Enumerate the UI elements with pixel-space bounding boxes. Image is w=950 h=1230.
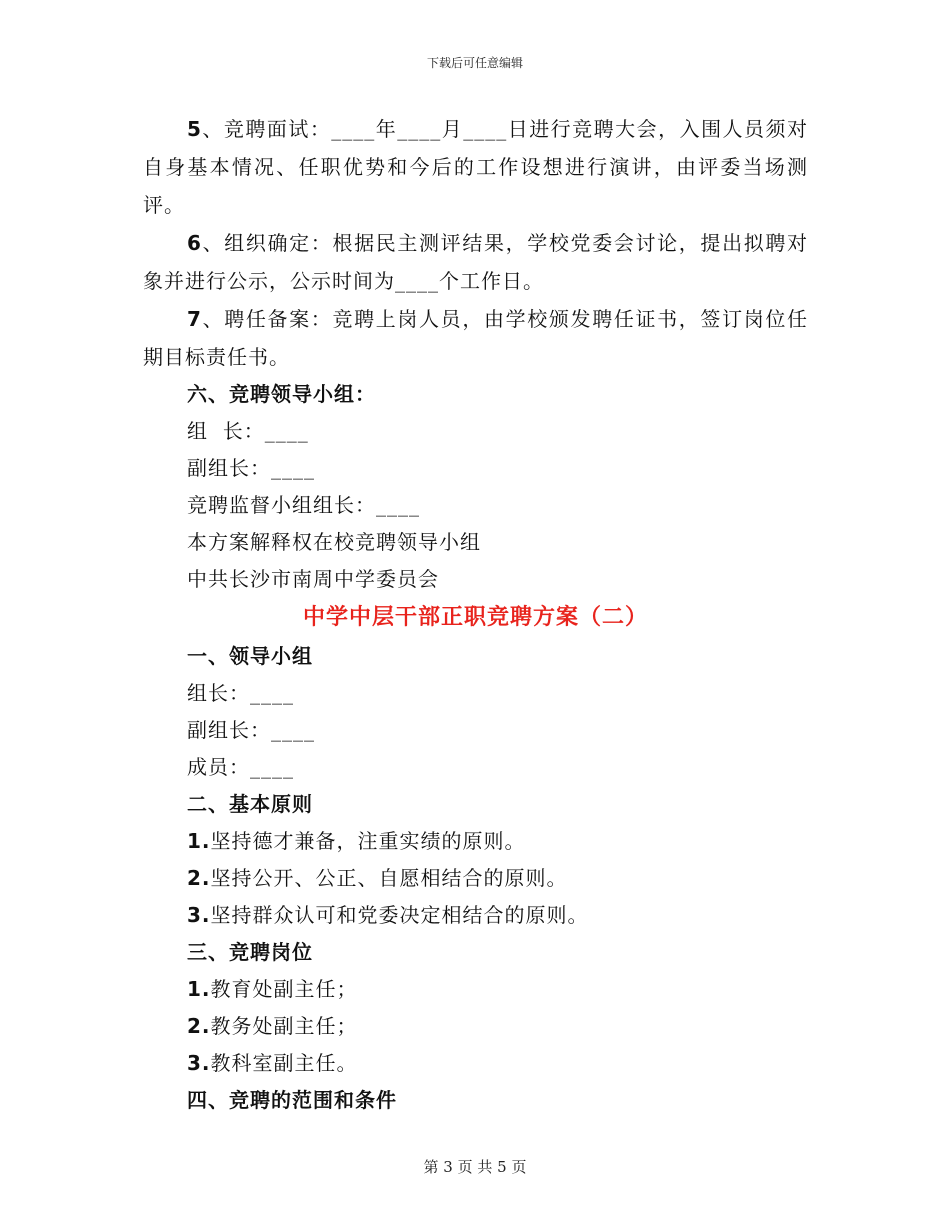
- committee-signature: 中共长沙市南周中学委员会: [187, 567, 439, 591]
- item-number: 5: [187, 117, 202, 141]
- deputy-leader-line: 副组长：____: [187, 456, 315, 480]
- item-text: 、组织确定：根据民主测评结果，学校党委会讨论，提出拟聘对象并进行公示，公示时间为____个工作日。: [143, 231, 808, 293]
- item-number: 7: [187, 307, 202, 331]
- position-item: [143, 971, 808, 1008]
- section-heading-leadership: 一、领导小组: [187, 644, 313, 668]
- item-5-paragraph: [143, 110, 808, 224]
- supervisor-line: 竞聘监督小组组长：____: [187, 493, 420, 517]
- item-text: 、竞聘面试：____年____月____日进行竞聘大会，入围人员须对自身基本情况、任职优势和今后的工作设想进行演讲，由评委当场测评。: [143, 117, 808, 217]
- principle-item: [143, 860, 808, 897]
- position-item: [143, 1045, 808, 1082]
- item-number: 6: [187, 231, 202, 255]
- item-number: 2.: [187, 866, 211, 890]
- leader-line: 组 长：____: [187, 419, 309, 443]
- item-6-paragraph: [143, 224, 808, 300]
- section-heading-scope: 四、竞聘的范围和条件: [187, 1088, 397, 1112]
- section-heading-principles: 二、基本原则: [187, 792, 313, 816]
- item-number: 1.: [187, 829, 211, 853]
- document-body: [143, 110, 808, 1119]
- principle-item: [143, 897, 808, 934]
- item-text: 坚持公开、公正、自愿相结合的原则。: [210, 866, 568, 890]
- item-text: 教科室副主任。: [210, 1051, 358, 1075]
- item-number: 2.: [187, 1014, 211, 1038]
- item-number: 3.: [187, 903, 211, 927]
- item-number: 1.: [187, 977, 211, 1001]
- item-text: 坚持德才兼备，注重实绩的原则。: [210, 829, 526, 853]
- document-title: 中学中层干部正职竞聘方案（二）: [302, 605, 648, 630]
- page-header: 下载后可任意编辑: [426, 56, 523, 70]
- interpretation-rights-line: 本方案解释权在校竞聘领导小组: [187, 530, 481, 554]
- position-item: [143, 1008, 808, 1045]
- item-text: 教务处副主任；: [210, 1014, 358, 1038]
- item-text: 坚持群众认可和党委决定相结合的原则。: [210, 903, 589, 927]
- section-heading-positions: 三、竞聘岗位: [187, 940, 313, 964]
- section-heading-6: 六、竞聘领导小组：: [187, 382, 376, 406]
- item-text: 教育处副主任；: [210, 977, 358, 1001]
- leader-line: 组长：____: [187, 681, 294, 705]
- item-7-paragraph: [143, 300, 808, 376]
- page-number: 第 3 页 共 5 页: [423, 1158, 527, 1176]
- item-text: 、聘任备案：竞聘上岗人员，由学校颁发聘任证书，签订岗位任期目标责任书。: [143, 307, 808, 369]
- member-line: 成员：____: [187, 755, 294, 779]
- deputy-leader-line: 副组长：____: [187, 718, 315, 742]
- item-number: 3.: [187, 1051, 211, 1075]
- principle-item: [143, 823, 808, 860]
